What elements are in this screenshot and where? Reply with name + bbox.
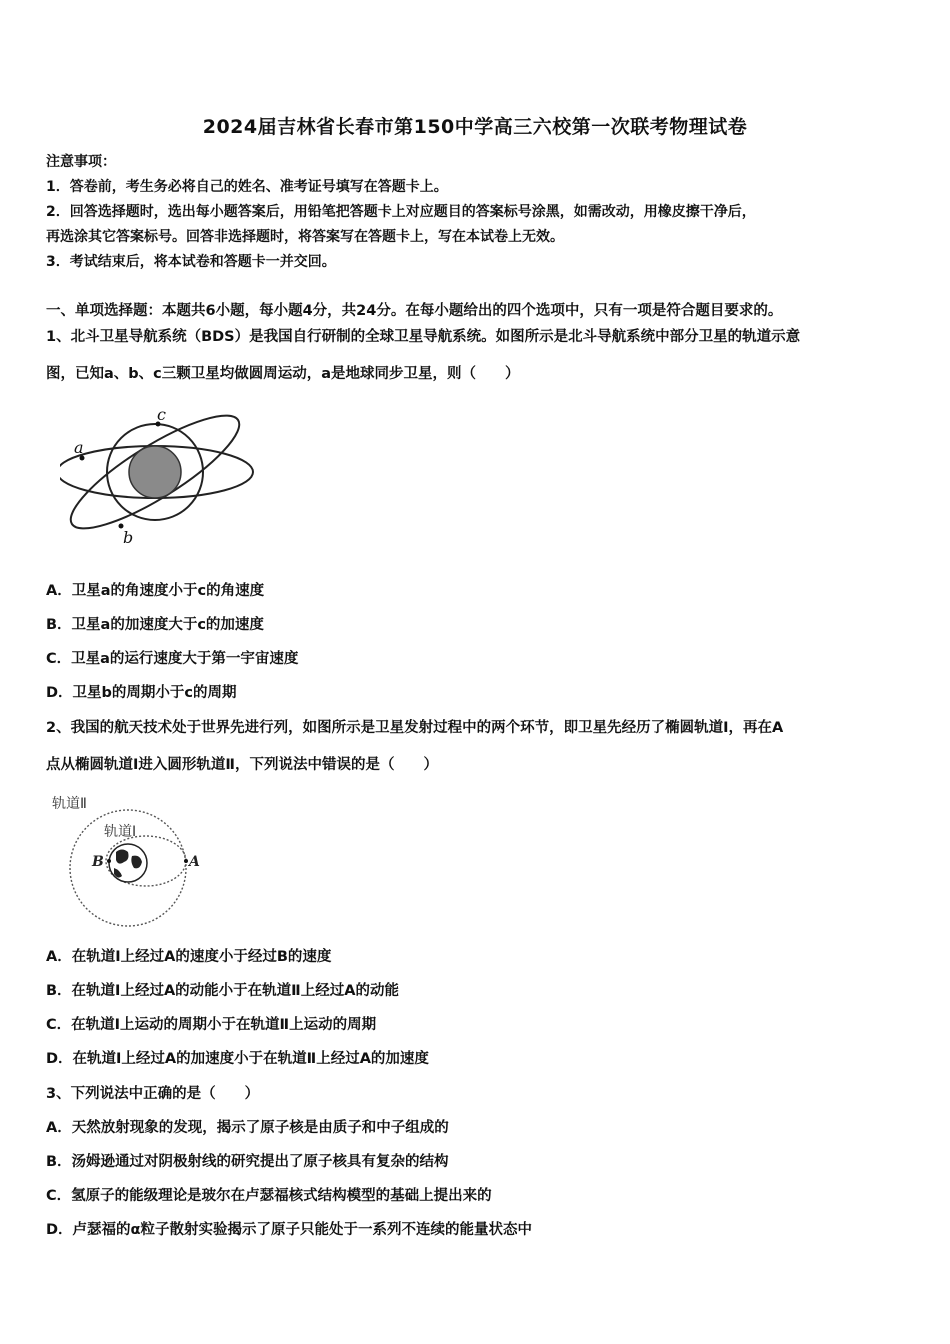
label-point-b: B	[92, 854, 104, 870]
earth	[129, 446, 181, 498]
label-a: a	[74, 438, 84, 457]
point-b	[107, 859, 111, 863]
question-3-stem: 3、下列说法中正确的是（ ）	[46, 1086, 260, 1102]
notice-item: 1．答卷前，考生务必将自己的姓名、准考证号填写在答题卡上。	[46, 179, 448, 195]
option-b: B．卫星a的加速度大于c的加速度	[46, 617, 264, 633]
label-b: b	[123, 528, 134, 547]
label-point-a: A	[189, 854, 200, 870]
satellite-orbits-figure	[60, 400, 265, 550]
option-c: C．卫星a的运行速度大于第一宇宙速度	[46, 651, 299, 667]
option-b: B．汤姆逊通过对阴极射线的研究提出了原子核具有复杂的结构	[46, 1154, 449, 1170]
question-2-stem: 2、我国的航天技术处于世界先进行列，如图所示是卫星发射过程中的两个环节，即卫星先经历了椭圆轨道Ⅰ，再在A	[46, 720, 784, 736]
option-b: B．在轨道Ⅰ上经过A的动能小于在轨道Ⅱ上经过A的动能	[46, 983, 399, 999]
notice-heading: 注意事项：	[46, 154, 116, 170]
question-1-stem: 图，已知a、b、c三颗卫星均做圆周运动，a是地球同步卫星，则（ ）	[46, 366, 520, 382]
option-a: A．卫星a的角速度小于c的角速度	[46, 583, 265, 599]
option-a: A．在轨道Ⅰ上经过A的速度小于经过B的速度	[46, 949, 332, 965]
option-a: A．天然放射现象的发现，揭示了原子核是由质子和中子组成的	[46, 1120, 449, 1136]
page-title: 2024届吉林省长春市第150中学高三六校第一次联考物理试卷	[202, 116, 748, 138]
orbit-transfer-figure	[48, 790, 218, 930]
label-orbit-ii: 轨道Ⅱ	[52, 796, 87, 812]
option-d: D．卫星b的周期小于c的周期	[46, 685, 237, 701]
notice-item: 3．考试结束后，将本试卷和答题卡一并交回。	[46, 254, 336, 270]
option-c: C．氢原子的能级理论是玻尔在卢瑟福核式结构模型的基础上提出来的	[46, 1188, 492, 1204]
option-c: C．在轨道Ⅰ上运动的周期小于在轨道Ⅱ上运动的周期	[46, 1017, 377, 1033]
notice-item: 2．回答选择题时，选出每小题答案后，用铅笔把答题卡上对应题目的答案标号涂黑，如需改动，用橡皮擦干净后，	[46, 204, 756, 220]
label-orbit-i: 轨道Ⅰ	[104, 824, 137, 840]
label-c: c	[157, 405, 166, 424]
point-a	[184, 859, 188, 863]
section-heading: 一、单项选择题：本题共6小题，每小题4分，共24分。在每小题给出的四个选项中，只有一项是符合题目要求的。	[46, 303, 783, 319]
notice-item: 再选涂其它答案标号。回答非选择题时，将答案写在答题卡上，写在本试卷上无效。	[46, 229, 564, 245]
question-2-stem: 点从椭圆轨道Ⅰ进入圆形轨道Ⅱ，下列说法中错误的是（ ）	[46, 757, 438, 773]
question-1-stem: 1、北斗卫星导航系统（BDS）是我国自行研制的全球卫星导航系统。如图所示是北斗导航系统中部分卫星的轨道示意	[46, 329, 801, 345]
option-d: D．卢瑟福的α粒子散射实验揭示了原子只能处于一系列不连续的能量状态中	[46, 1222, 532, 1238]
option-d: D．在轨道Ⅰ上经过A的加速度小于在轨道Ⅱ上经过A的加速度	[46, 1051, 429, 1067]
